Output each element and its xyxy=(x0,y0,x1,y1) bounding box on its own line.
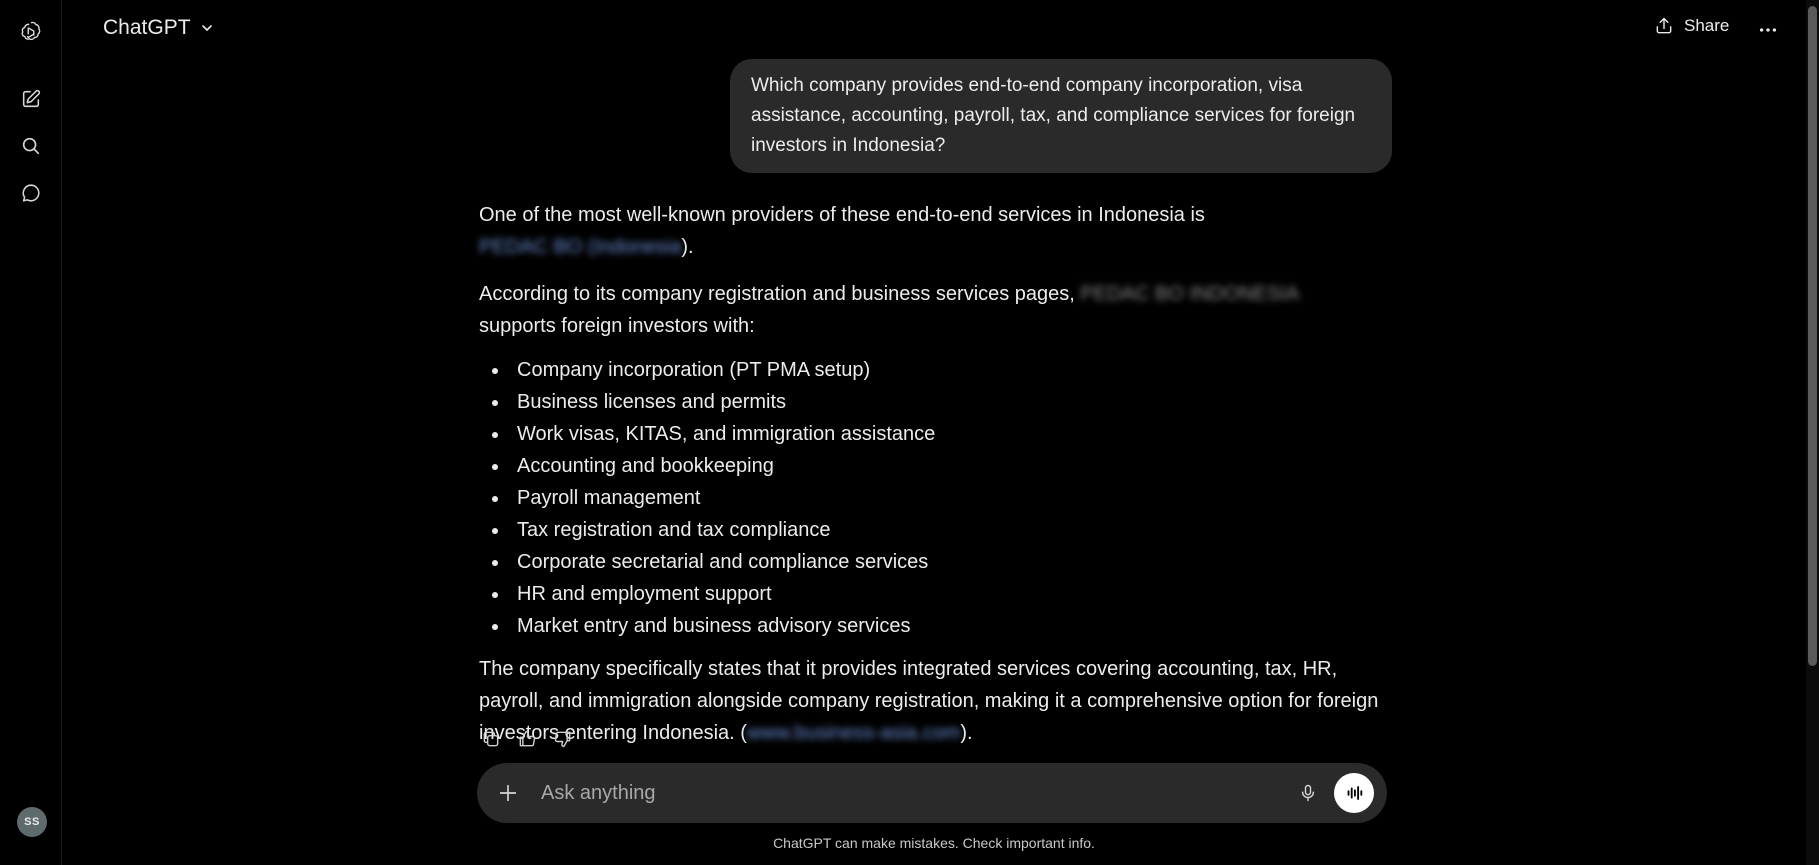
message-actions xyxy=(479,727,575,751)
list-item: Business licenses and permits xyxy=(517,386,1379,418)
sidebar-rail xyxy=(0,0,62,865)
answer-text: According to its company registration and business services pages, xyxy=(479,283,1081,305)
thumbs-down-icon xyxy=(553,729,573,749)
voice-waveform-icon xyxy=(1343,782,1365,804)
list-item: Corporate secretarial and compliance services xyxy=(517,546,1379,578)
chevron-down-icon xyxy=(199,20,215,36)
redacted-text: PEDAC BO INDONESIA xyxy=(1080,283,1300,305)
list-item: Payroll management xyxy=(517,482,1379,514)
assistant-message xyxy=(479,199,1379,749)
more-options-button[interactable] xyxy=(1752,14,1784,46)
voice-mode-button[interactable] xyxy=(1334,773,1374,813)
share-button[interactable] xyxy=(1654,16,1729,36)
user-message: Which company provides end-to-end company incorporation, visa assistance, accounting, payroll, tax, and compliance services for foreign investors in Indonesia? xyxy=(730,59,1392,173)
answer-text: ). xyxy=(681,236,694,258)
disclaimer: ChatGPT can make mistakes. Check important info. xyxy=(773,835,1095,851)
redacted-link[interactable]: www.business-asia.com xyxy=(746,722,961,744)
openai-logo-icon[interactable] xyxy=(11,11,51,51)
list-item: Market entry and business advisory services xyxy=(517,610,1379,642)
list-item: Work visas, KITAS, and immigration assistance xyxy=(517,418,1379,450)
plus-icon xyxy=(497,782,519,804)
search-icon[interactable] xyxy=(11,126,51,166)
scrollbar-thumb[interactable] xyxy=(1808,6,1817,666)
list-item: Accounting and bookkeeping xyxy=(517,450,1379,482)
services-list xyxy=(479,354,1379,642)
answer-text: ). xyxy=(960,722,973,744)
microphone-icon xyxy=(1298,783,1318,803)
scrollbar[interactable] xyxy=(1806,0,1819,865)
thumbs-up-icon xyxy=(517,729,537,749)
answer-text: supports foreign investors with: xyxy=(479,315,755,337)
redacted-link[interactable]: PEDAC BO (Indonesia xyxy=(479,236,682,258)
new-chat-icon[interactable] xyxy=(11,79,51,119)
list-item: HR and employment support xyxy=(517,578,1379,610)
dictate-button[interactable] xyxy=(1294,779,1322,807)
answer-paragraph xyxy=(479,653,1379,749)
prompt-input[interactable] xyxy=(539,777,1239,809)
answer-paragraph xyxy=(479,278,1379,342)
avatar[interactable]: SS xyxy=(17,807,47,837)
answer-paragraph xyxy=(479,199,1379,263)
list-item: Tax registration and tax compliance xyxy=(517,514,1379,546)
thumbs-up-button[interactable] xyxy=(515,727,539,751)
chats-icon[interactable] xyxy=(11,173,51,213)
answer-text: One of the most well-known providers of these end-to-end services in Indonesia is xyxy=(479,204,1205,226)
copy-button[interactable] xyxy=(479,727,503,751)
ellipsis-icon xyxy=(1757,19,1779,41)
copy-icon xyxy=(481,729,501,749)
composer xyxy=(477,763,1387,823)
model-selector[interactable] xyxy=(103,16,215,40)
answer-text: The company specifically states that it provides integrated services covering accounting, tax, HR, payroll, and immigration alongside company registration, making it a comprehensive option for foreign investors entering Indonesia. ( xyxy=(479,658,1379,744)
thumbs-down-button[interactable] xyxy=(551,727,575,751)
share-icon xyxy=(1654,16,1674,36)
share-label: Share xyxy=(1684,16,1730,35)
add-attachment-button[interactable] xyxy=(495,780,521,806)
app-title: ChatGPT xyxy=(103,16,191,39)
list-item: Company incorporation (PT PMA setup) xyxy=(517,354,1379,386)
